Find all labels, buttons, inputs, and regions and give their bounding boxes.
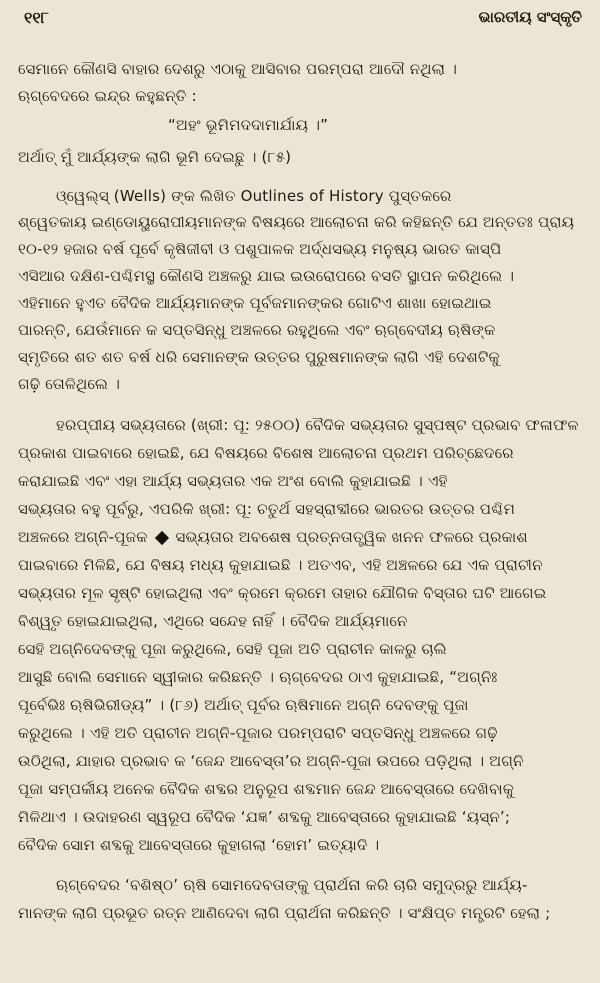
text-line: ସଭ୍ୟତାର ବହୁ ପୂର୍ବରୁ, ଏପରିକି ଖ୍ରୀ: ପୂ: ଚତୁର୍ଥ ସହସ୍ରାବ୍ଦୀରେ ଭାରତର ଉତ୍ତର ପଶ୍ଚିମ (18, 500, 515, 518)
text-line: ଆସୁଛି ବୋଲି ସେମାନେ ସ୍ୱୀକାର କରିଛନ୍ତି । ଋଗ୍‌ବେଦର ଠାଏ କୁହାଯାଇଛି, “ଅଗ୍ନିଃ (18, 668, 498, 686)
text-line: ମିଳିଥାଏ । ଉଦାହରଣ ସ୍ୱରୂପ ବୈଦିକ ‘ଯଜ୍ଞ’ ଶବ୍ଦକୁ ଆବେସ୍ତାରେ କୁହାଯାଇଛି ‘ୟସ୍ନ’; (18, 808, 511, 826)
text-fragment: ସଭ୍ୟତାର ଅବଶେଷ ପ୍ରତ୍ନତାତ୍ତ୍ୱିକ ଖନନ ଫଳରେ ପ୍ରକାଶ (175, 528, 528, 546)
text-line: ପାରନ୍ତି, ଯେଉଁମାନେ କ ସପ୍ତସିନ୍ଧୁ ଅଞ୍ଚଳରେ ରହୁଥିଲେ ଏବଂ ଋଗ୍‌ବେଦୀୟ ଋଷିଙ୍କ (18, 321, 496, 339)
ornament-icon (154, 530, 168, 544)
page-header (20, 4, 582, 38)
text-line: ଏସିଆର ଦକ୍ଷିଣ-ପଶ୍ଚିମସ୍ଥ କୌଣସି ଅଞ୍ଚଳରୁ ଯାଇ ଇଉରୋପରେ ବସତି ସ୍ଥାପନ କରିଥିଲେ । (18, 267, 515, 285)
text-line: ଅର୍ଥାତ୍ ମୁଁ ଆର୍ଯ୍ୟଙ୍କ ଲାଗି ଭୂମି ଦେଇଛୁ । (୮୫) (18, 148, 292, 166)
text-line: ପୂଜା ସମ୍ପର୍କୀୟ ଅନେକ ବୈଦିକ ଶବ୍ଦର ଅନୁରୂପ ଶବ୍ଦମାନ ଜେନ୍ଦ ଆବେସ୍ତାରେ ଦେଖିବାକୁ (18, 780, 515, 798)
text-line: ସେମାନେ କୌଣସି ବାହାର ଦେଶରୁ ଏଠାକୁ ଆସିବାର ପରମ୍ପରା ଆଦୌ ନଥିଲା । (18, 60, 458, 78)
text-line: ପୂର୍ବେଭିଃ ଋଷିଭିରୀଡ୍ୟ” । (୮୬) ଅର୍ଥାତ୍ ପୂର୍ବର ଋଷିମାନେ ଅଗ୍ନି ଦେବଙ୍କୁ ପୂଜା (18, 696, 469, 714)
text-line: ଏହିମାନେ ହୁଏତ ବୈଦିକ ଆର୍ଯ୍ୟମାନଙ୍କ ପୂର୍ବଜମାନଙ୍କର ଗୋଟିଏ ଶାଖା ହୋଇଥାଇ (18, 294, 492, 312)
text-line: ଋଗ୍‌ବେଦର ‘ବଶିଷ୍ଠ’ ଋଷି ସୋମଦେବତାଙ୍କୁ ପ୍ରାର୍ଥନା କରି ଚାରି ସମୁଦ୍ରରୁ ଆର୍ଯ୍ୟ- (56, 876, 528, 894)
text-line: ହରପ୍ପୀୟ ସଭ୍ୟତାରେ (ଖ୍ରୀ: ପୂ: ୨୫୦୦) ବୈଦିକ ସଭ୍ୟତାର ସୁସ୍ପଷ୍ଟ ପ୍ରଭାବ ଫଳାଫଳ (56, 416, 579, 434)
text-fragment: ଅଞ୍ଚଳରେ ଅଗ୍ନି-ପୂଜକ (18, 528, 148, 546)
text-line: ମାନଙ୍କ ଲାଗି ପ୍ରଭୂତ ରତ୍ନ ଆଣିଦେବା ଲାଗି ପ୍ରାର୍ଥନା କରିଛନ୍ତି । ସଂକ୍ଷିପ୍ତ ମନ୍ତ୍ରଟି ହେଲା ; (18, 904, 551, 922)
text-line: ପ୍ରକାଶ ପାଇବାରେ ହୋଇଛି, ଯେ ବିଷୟରେ ବିଶେଷ ଆଲୋଚନା ପ୍ରଥମ ପରିଚ୍ଛେଦରେ (18, 444, 514, 462)
text-line: ବୈଦିକ ସୋମ ଶବ୍ଦକୁ ଆବେସ୍ତାରେ କୁହାଗଲା ‘ହୋମ’ ଇତ୍ୟାଦି । (18, 836, 380, 854)
text-line: ଉଠିଥିଲା, ଯାହାର ପ୍ରଭାବ କ ‘ଜେନ୍ଦ ଆବେସ୍ତା’ର ଅଗ୍ନି-ପୂଜା ଉପରେ ପଡ଼ିଥିଲା । ଅଗ୍ନି (18, 752, 524, 770)
quote-line: “ଅହଂ ଭୂମିମଦଦାମାର୍ଯାୟ ।” (168, 116, 329, 134)
text-line: ଓ୍ୱେଲ୍‌ସ୍ (Wells) ଙ୍କ ଲିଖିତ Outlines of History ପୁସ୍ତକରେ (56, 187, 452, 205)
text-line: ସଭ୍ୟତାର ମୂଳ ସୃଷ୍ଟି ହୋଇଥିଲା ଏବଂ କ୍ରମେ କ୍ରମେ ତାହାର ଯୌଗିକ ବିସ୍ତାର ଘଟି ଆଗେଇ (18, 584, 547, 602)
text-line (18, 524, 584, 550)
text-line: ସେହି ଅଗ୍ନିଦେବଙ୍କୁ ପୂଜା କରୁଥିଲେ, ସେହି ପୂଜା ଅତି ପ୍ରାଚୀନ କାଳରୁ ଚାଲି (18, 640, 447, 658)
page-number: ୧୧୮ (24, 8, 50, 27)
text-line: ଶ୍ୱେତକାୟ ଇଣ୍ଡୋୟୁରୋପୀୟମାନଙ୍କ ବିଷୟରେ ଆଲୋଚନା କରି କହିଛନ୍ତି ଯେ ଅନ୍ତତଃ ପ୍ରାୟ (18, 213, 575, 231)
text-line: ୧୦-୧୨ ହଜାର ବର୍ଷ ପୂର୍ବେ କୃଷିଜୀବୀ ଓ ପଶୁପାଳକ ଅର୍ଦ୍ଧସଭ୍ୟ ମନୁଷ୍ୟ ଭାରତ କାସ୍ପି (18, 240, 502, 258)
text-line: କରୁଥିଲେ । ଏହି ଅତି ପ୍ରାଚୀନ ଅଗ୍ନି-ପୂଜାର ପରମ୍ପରାଟି ସପ୍ତସିନ୍ଧୁ ଅଞ୍ଚଳରେ ଗଢ଼ି (18, 724, 498, 742)
text-line: ସ୍ମୃତିରେ ଶତ ଶତ ବର୍ଷ ଧରି ସେମାନଙ୍କ ଉତ୍ତର ପୁରୁଷମାନଙ୍କ ଲାଗି ଏହି ଦେଶଟିକୁ (18, 348, 500, 366)
text-line: ଋଗ୍‌ବେଦରେ ଇନ୍ଦ୍ର କହୁଛନ୍ତି : (18, 87, 197, 105)
text-line: କରାଯାଇଛି ଏବଂ ଏହା ଆର୍ଯ୍ୟ ସଭ୍ୟତାର ଏକ ଅଂଶ ବୋଲି କୁହାଯାଇଛି । ଏହି (18, 472, 448, 490)
text-line: ବିଶ୍ୱୃତ ହୋଇଯାଇଥିଲା, ଏଥିରେ ସନ୍ଦେହ ନାହିଁ । ବୈଦିକ ଆର୍ଯ୍ୟମାନେ (18, 612, 408, 630)
text-line: ପାଇବାରେ ମିଳିଛି, ଯେ ବିଷୟ ମଧ୍ୟ କୁହାଯାଇଛି । ଅତଏବ, ଏହି ଅଞ୍ଚଳରେ ଯେ ଏକ ପ୍ରାଚୀନ (18, 556, 543, 574)
running-head: ଭାରତୀୟ ସଂସ୍କୃତି (478, 8, 582, 26)
text-line: ଗଢ଼ି ତୋଳିଥିଲେ । (18, 375, 121, 393)
